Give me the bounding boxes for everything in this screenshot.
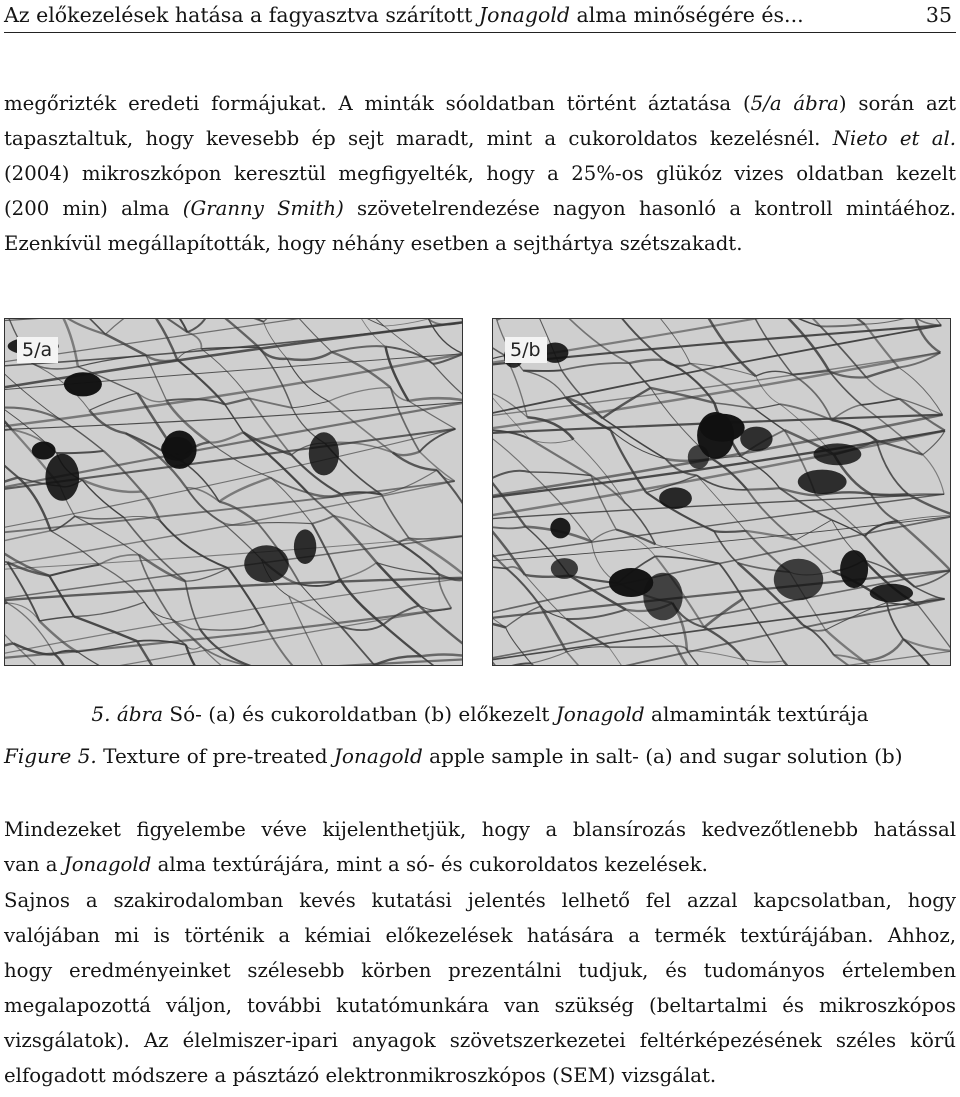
running-title: Az előkezelések hatása a fagyasztva szárított Jonagold alma minőségére és...	[4, 3, 804, 27]
panel-b-label: 5/b	[505, 337, 547, 363]
micrograph-panel-b	[492, 318, 951, 666]
running-header	[4, 0, 956, 33]
figure-caption-hu: 5. ábra Só- (a) és cukoroldatban (b) előkezelt Jonagold almaminták textúrája	[91, 702, 869, 726]
micrograph-b-image	[493, 319, 950, 665]
p3-line-5: vizsgálatok). Az élelmiszer-ipari anyagok szövetszerkezetei feltérképezésének széles körű	[4, 1029, 956, 1052]
p1-line-2: tapasztaltuk, hogy kevesebb ép sejt maradt, mint a cukoroldatos kezelésnél. Nieto et al.	[4, 127, 956, 150]
p1-line-1: megőrizték eredeti formájukat. A minták sóoldatban történt áztatása (5/a ábra) során azt	[4, 92, 956, 115]
p3-line-1: Sajnos a szakirodalomban kevés kutatási jelentés lelhető fel azzal kapcsolatban, hogy	[4, 889, 956, 912]
p2-line-2: van a Jonagold alma textúrájára, mint a só- és cukoroldatos kezelések.	[4, 853, 708, 876]
caption-hu-label: 5. ábra	[91, 702, 164, 726]
p1-line-4: (200 min) alma (Granny Smith) szövetelrendezése nagyon hasonló a kontroll mintáéhoz.	[4, 197, 956, 220]
p2-line-1: Mindezeket figyelembe véve kijelenthetjük, hogy a blansírozás kedvezőtlenebb hatással	[4, 818, 956, 841]
p3-line-4: megalapozottá váljon, további kutatómunkára van szükség (beltartalmi és mikroszkópos	[4, 994, 956, 1017]
micrograph-panel-a	[4, 318, 463, 666]
p1-line-3: (2004) mikroszkópon keresztül megfigyelték, hogy a 25%-os glükóz vizes oldatban kezelt	[4, 162, 956, 185]
paragraph-3	[4, 883, 956, 1093]
micrograph-a-image	[5, 319, 462, 665]
caption-en-label: Figure 5.	[4, 744, 97, 768]
p3-line-2: valójában mi is történik a kémiai előkezelések hatására a termék textúrájában. Ahhoz,	[4, 924, 956, 947]
page-number: 35	[925, 3, 952, 27]
figure-caption-en: Figure 5. Texture of pre-treated Jonagold apple sample in salt- (a) and sugar solution (b)	[4, 744, 903, 768]
panel-a-label: 5/a	[17, 337, 58, 363]
paragraph-1	[4, 86, 956, 261]
paragraph-2	[4, 812, 956, 882]
p1-line-5: Ezenkívül megállapították, hogy néhány esetben a sejthártya szétszakadt.	[4, 232, 743, 255]
p3-line-3: hogy eredményeinket szélesebb körben prezentálni tudjuk, és tudományos értelemben	[4, 959, 956, 982]
p3-line-6: elfogadott módszere a pásztázó elektronmikroszkópos (SEM) vizsgálat.	[4, 1064, 717, 1087]
